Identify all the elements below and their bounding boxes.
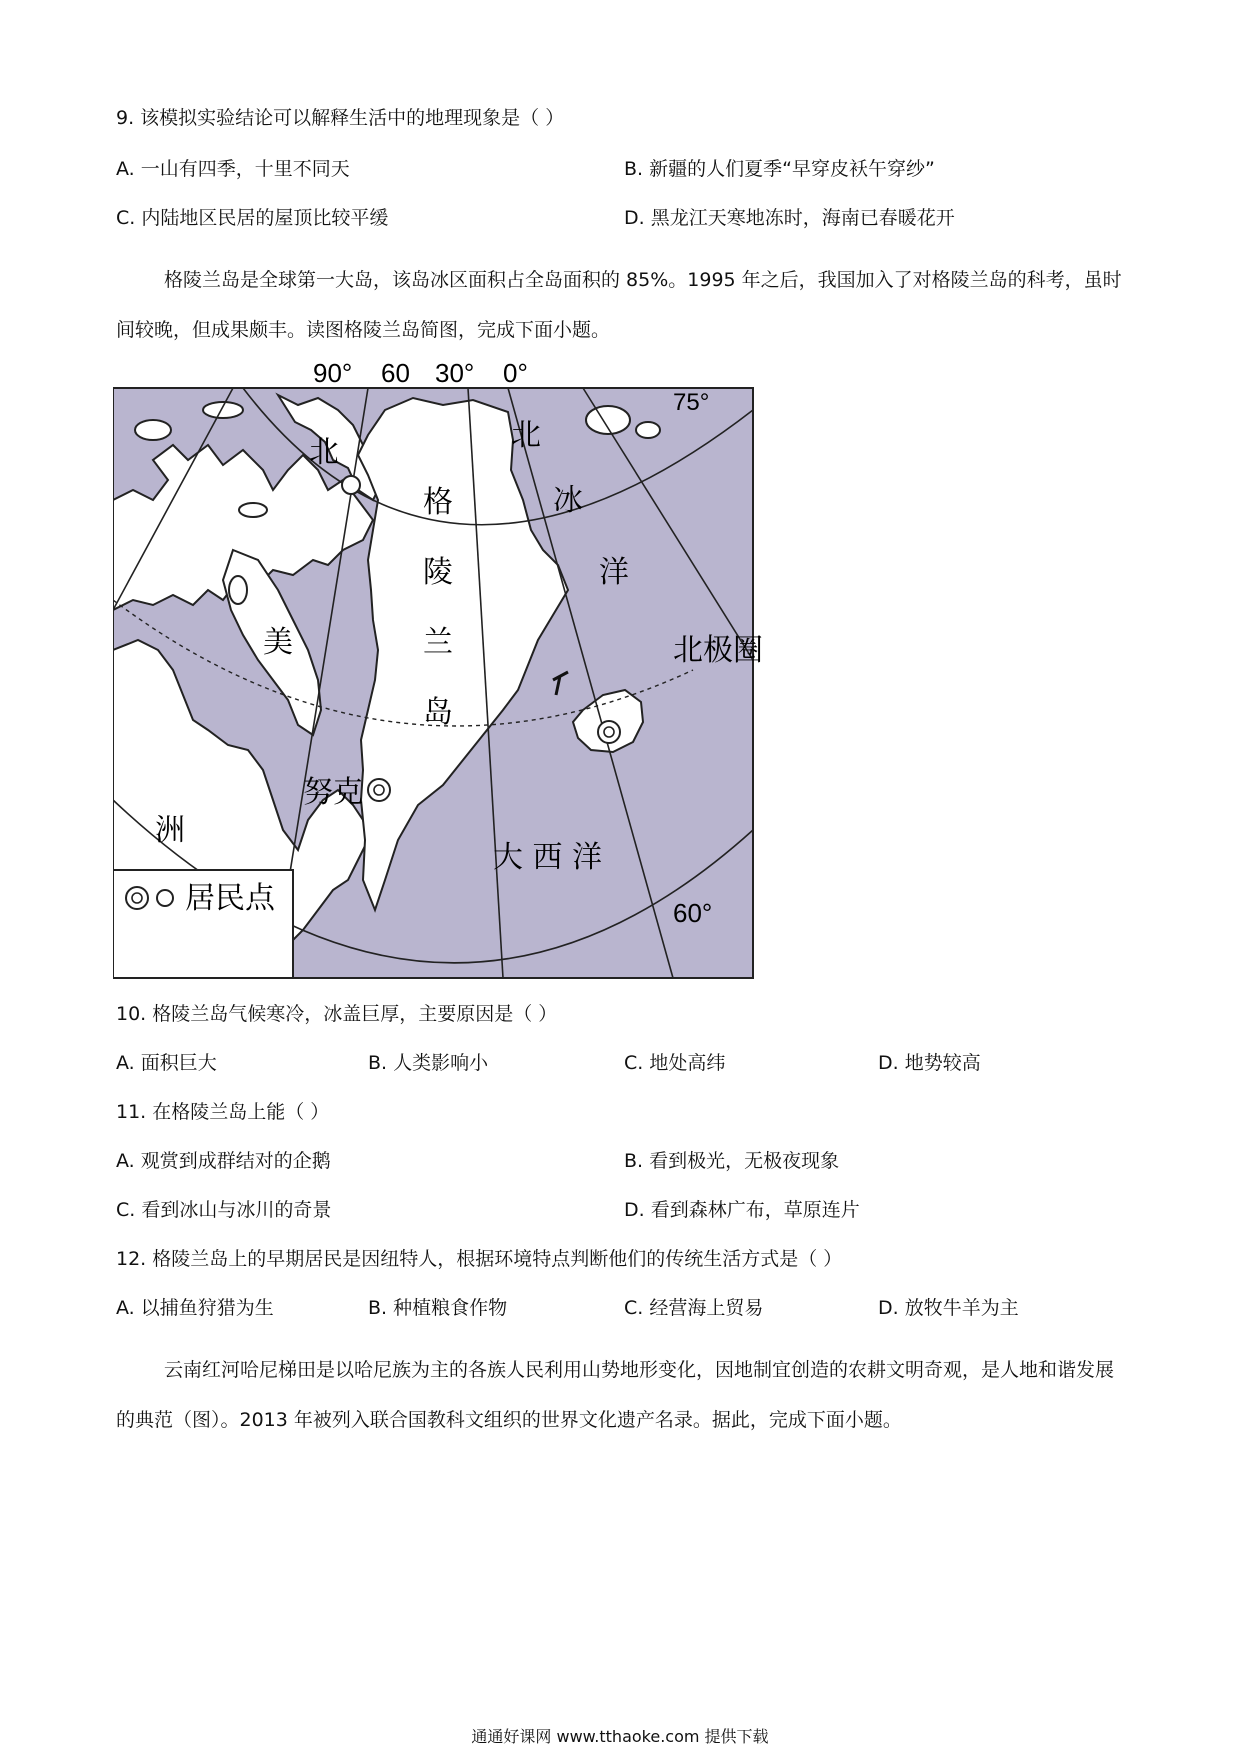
q9-stem: 9. 该模拟实验结论可以解释生活中的地理现象是（ ） <box>116 107 565 129</box>
q9-option-d: D. 黑龙江天寒地冻时，海南已春暖花开 <box>624 207 955 229</box>
lon-label-0: 0° <box>503 358 528 388</box>
q12-option-a: A. 以捕鱼狩猎为生 <box>116 1297 274 1319</box>
lon-label-60: 60 <box>381 358 410 388</box>
q9-option-a: A. 一山有四季，十里不同天 <box>116 158 350 180</box>
q10-option-c: C. 地处高纬 <box>624 1052 726 1074</box>
q10-option-a: A. 面积巨大 <box>116 1052 217 1074</box>
lon-label-30: 30° <box>435 358 475 388</box>
q12-option-c: C. 经营海上贸易 <box>624 1297 764 1319</box>
q12-stem: 12. 格陵兰岛上的早期居民是因纽特人，根据环境特点判断他们的传统生活方式是（ ） <box>116 1248 843 1270</box>
q11-option-c: C. 看到冰山与冰川的奇景 <box>116 1199 332 1221</box>
q11-option-d: D. 看到森林广布，草原连片 <box>624 1199 860 1221</box>
arctic-ocean-char-3: 洋 <box>599 555 629 590</box>
q9-option-c: C. 内陆地区民居的屋顶比较平缓 <box>116 207 389 229</box>
america-char-1: 北 <box>309 435 339 470</box>
svalbard-island <box>586 406 630 434</box>
q10-stem: 10. 格陵兰岛气候寒冷，冰盖巨厚，主要原因是（ ） <box>116 1003 558 1025</box>
island-2 <box>203 402 243 418</box>
atlantic-label: 大 西 洋 <box>493 840 603 875</box>
arctic-ocean-char-2: 冰 <box>553 483 583 518</box>
america-char-3: 洲 <box>155 813 185 848</box>
terrace-passage: 云南红河哈尼梯田是以哈尼族为主的各族人民利用山势地形变化，因地制宜创造的农耕文明奇观，是人地和谐发展的典范（图）。2013 年被列入联合国教科文组织的世界文化遗产名录。据此，完成下面小题。 <box>116 1359 1115 1431</box>
greenland-map <box>113 350 793 990</box>
legend-label: 居民点 <box>185 881 275 916</box>
legend-small-circle <box>157 890 173 906</box>
q12-option-d: D. 放牧牛羊为主 <box>878 1297 1019 1319</box>
island-3 <box>239 503 267 517</box>
greenland-char-3: 兰 <box>423 625 453 660</box>
lat-label-75: 75° <box>673 389 710 416</box>
spacer <box>617 374 619 376</box>
island-4 <box>229 576 247 604</box>
settlement-north <box>342 476 360 494</box>
greenland-passage: 格陵兰岛是全球第一大岛，该岛冰区面积占全岛面积的 85%。1995 年之后，我国加入了对格陵兰岛的科考，虽时间较晚，但成果颇丰。读图格陵兰岛简图，完成下面小题。 <box>116 269 1122 341</box>
q11-stem: 11. 在格陵兰岛上能（ ） <box>116 1101 330 1123</box>
lat-label-60: 60° <box>673 898 713 928</box>
q10-option-b: B. 人类影响小 <box>368 1052 489 1074</box>
svalbard-island-2 <box>636 422 660 438</box>
q11-option-a: A. 观赏到成群结对的企鹅 <box>116 1150 331 1172</box>
q9-option-b: B. 新疆的人们夏季“早穿皮袄午穿纱” <box>624 158 935 180</box>
q10-option-d: D. 地势较高 <box>878 1052 981 1074</box>
lon-label-90: 90° <box>313 358 353 388</box>
greenland-char-2: 陵 <box>423 555 453 590</box>
q12-option-b: B. 种植粮食作物 <box>368 1297 508 1319</box>
arctic-ocean-char-1: 北 <box>511 418 541 453</box>
nuuk-label: 努克 <box>303 775 363 810</box>
america-char-2: 美 <box>263 625 293 660</box>
greenland-char-4: 岛 <box>423 695 453 730</box>
greenland-char-1: 格 <box>423 485 453 520</box>
arctic-circle-label: 北极圈 <box>673 633 763 668</box>
island-1 <box>135 420 171 440</box>
q11-option-b: B. 看到极光，无极夜现象 <box>624 1150 840 1172</box>
footer-source: 通通好课网 www.tthaoke.com 提供下载 <box>471 1727 769 1746</box>
